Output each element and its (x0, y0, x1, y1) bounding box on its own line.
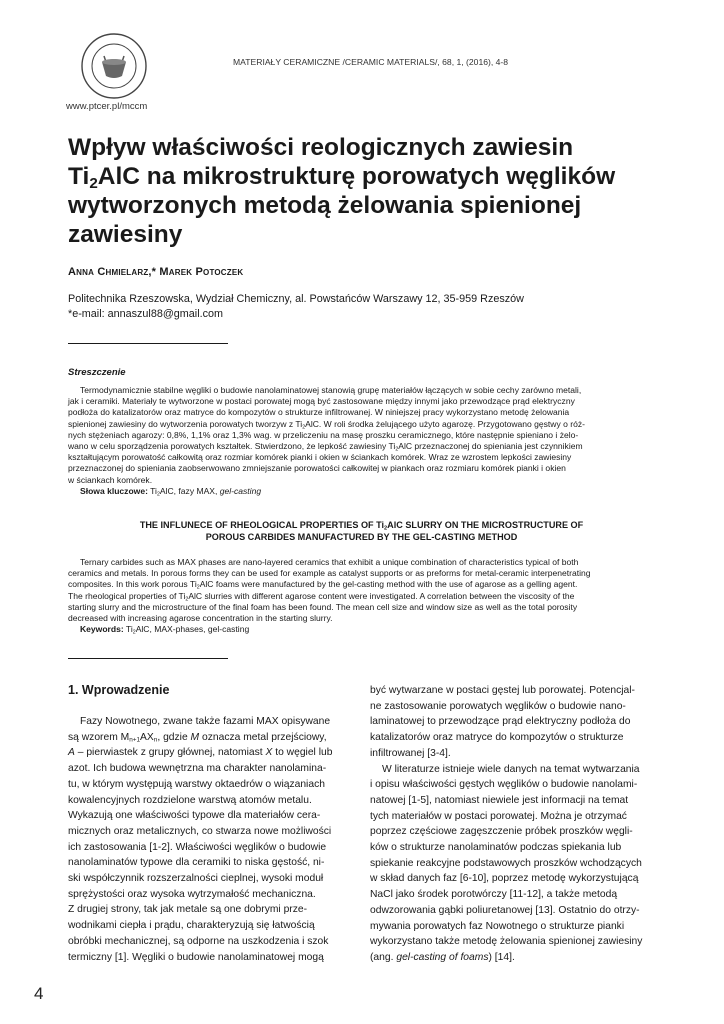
title-line: Wpływ właściwości reologicznych zawiesin (68, 134, 574, 161)
abstract-pl: Termodynamicznie stabilne węgliki o budowie nanolaminatowej stanowią grupę materiałów łączących w sobie cechy zarówno metali, jak i ceramiki. Materiały te wytworzone w postaci porowatej mogą być zastosowane między innymi jako przewodzące prąd elektryczny podłoża do katalizatorów oraz matryce do kompozytów o strukturze infiltrowanej. W niniejszej pracy wykorzystano metodę żelowania spienionej zawiesiny do wytworzenia porowatych tworzyw z $Ti_2AlC$. W roli środka żelującego użyto agarozę. Przygotowano gęstwy o róż- nych stężeniach agarozy: 0,8%, 1,1% oraz 1,3% wag. w przeliczeniu na masę proszku ceramicznego, które następnie spieniano i żelo- wano w celu sporządzenia porowatych kształtek. Stwierdzono, że lepkość zawiesiny $Ti_2AlC$ przeznaczonej do spieniania jest czynnikiem kształtującym porowatość całkowitą oraz rozmiar komórek pianki i okien w ściankach komórek. Wraz ze wzrostem lepkości zawiesiny przeznaczonej do spieniania zaobserwowano zmniejszanie porowatości całkowitej w piankach oraz rozmiaru komórek pianki i okien w ściankach komórek. Słowa kluczowe: $Ti_2AlC$, fazy MAX, gel-casting (68, 385, 655, 497)
page-number: 4 (34, 984, 44, 1003)
corresponding-email[interactable]: *e-mail: annaszul88@gmail.com (68, 307, 223, 320)
divider (68, 658, 228, 659)
section-heading: 1. Wprowadzenie (68, 683, 170, 697)
journal-citation: MATERIAŁY CERAMICZNE /CERAMIC MATERIALS/, 68, 1, (2016), 4-8 (233, 57, 509, 67)
english-title: THE INFLUNECE OF RHEOLOGICAL PROPERTIES OF $Ti_2AlC$ SLURRY ON THE MICROSTRUCTURE OF POROUS CARBIDES MANUFACTURED BY THE GEL-CASTING METHOD (139, 520, 584, 542)
column-left: Fazy Nowotnego, zwane także fazami MAX opisywane są wzorem $M_{n+1}AX_n$, gdzie M oznacza metal przejściowy, A – pierwiastek z grupy głównej, natomiast X to węgiel lub azot. Ich budowa wewnętrzna ma charakter nanolamina- tu, w którym występują warstwy oktaedrów o wiązaniach kowalencyjnych rozdzielone warstwą atomów metalu. Wykazują one właściwości typowe dla materiałów cera- micznych oraz metalicznych, co stwarza nowe możliwości ich zastosowania [1-2]. Właściwości węglików o budowie nanolaminatów typowe dla ceramiki to niska gęstość, ni- ski współczynnik rozszerzalności cieplnej, wysoki moduł sprężystości oraz wysoka wytrzymałość mechaniczna. Z drugiej strony, tak jak metale są one dobrymi prze- wodnikami ciepła i prądu, charakteryzują się łatwością obróbki mechanicznej, są odporne na uszkodzenia i szok termiczny [1]. Węgliki o budowie nanolaminatowej mogą (68, 716, 333, 963)
affiliation-address: Politechnika Rzeszowska, Wydział Chemiczny, al. Powstańców Warszawy 12, 35-959 Rzeszów (68, 293, 524, 305)
authors: Anna Chmielarz,* Marek Potoczek (68, 266, 244, 278)
society-logo (80, 32, 148, 100)
affiliation (68, 292, 524, 321)
divider (68, 343, 228, 344)
abstract-heading: Streszczenie (68, 367, 126, 378)
paper-title (68, 133, 668, 249)
column-right: być wytwarzane w postaci gęstej lub porowatej. Potencjal- ne zastosowanie porowatych węglików o budowie nano- laminatowej to przewodzące prąd elektryczny podłoża do katalizatorów oraz matryce do kompozytów o strukturze infiltrowanej [3-4]. W literaturze istnieje wiele danych na temat wytwarzania i opisu właściwości gęstych węglików o budowie nanolami- natowej [1-5], natomiast niewiele jest informacji na temat tych materiałów w postaci porowatej. Można je otrzymać poprzez częściowe zagęszczenie próbek proszków węgli- ków o strukturze nanolaminatów podczas spiekania lub spiekanie reakcyjne podstawowych proszków wchodzących w skład danych faz [6-10], poprzez metodę wykorzystującą NaCl jako środek porotwórczy [11-12], a także metodą odwzorowania gąbki poliuretanowej [13]. Ostatnio do otrzy- mywania porowatych faz Nowotnego o strukturze pianki wykorzystano także metodę żelowania spienionej zawiesiny (ang. gel-casting of foams) [14]. (370, 685, 643, 963)
keywords-pl: Słowa kluczowe: $Ti_2AlC$, fazy MAX, gel-casting (80, 485, 262, 498)
title-line: zawiesiny (68, 221, 183, 248)
keywords-en: Keywords: $Ti_2AlC$, MAX-phases, gel-casting (80, 624, 250, 636)
abstract-en: Ternary carbides such as MAX phases are nano-layered ceramics that exhibit a unique combination of characteristics typical of both ceramics and metals. In porous forms they can be used for example as catalyst supports or as preforms for metal-ceramic interpenetrating composites. In this work porous $Ti_2AlC$ foams were manufactured by the gel-casting method with the use of agarose as a gelling agent. The rheological properties of $Ti_2AlC$ slurries with different agarose content were investigated. A correlation between the viscosity of the starting slurry and the microstructure of the final foam has been found. The mean cell size and window size as well as the total porosity decreased with increasing agarose concentration in the starting slurry. Keywords: $Ti_2AlC$, MAX-phases, gel-casting (68, 557, 655, 635)
title-line: wytworzonych metodą żelowania spienionej (68, 192, 582, 219)
journal-url[interactable]: www.ptcer.pl/mccm (66, 101, 148, 112)
title-line: $Ti_2AlC$ na mikrostrukturę porowatych węglików (68, 163, 616, 192)
